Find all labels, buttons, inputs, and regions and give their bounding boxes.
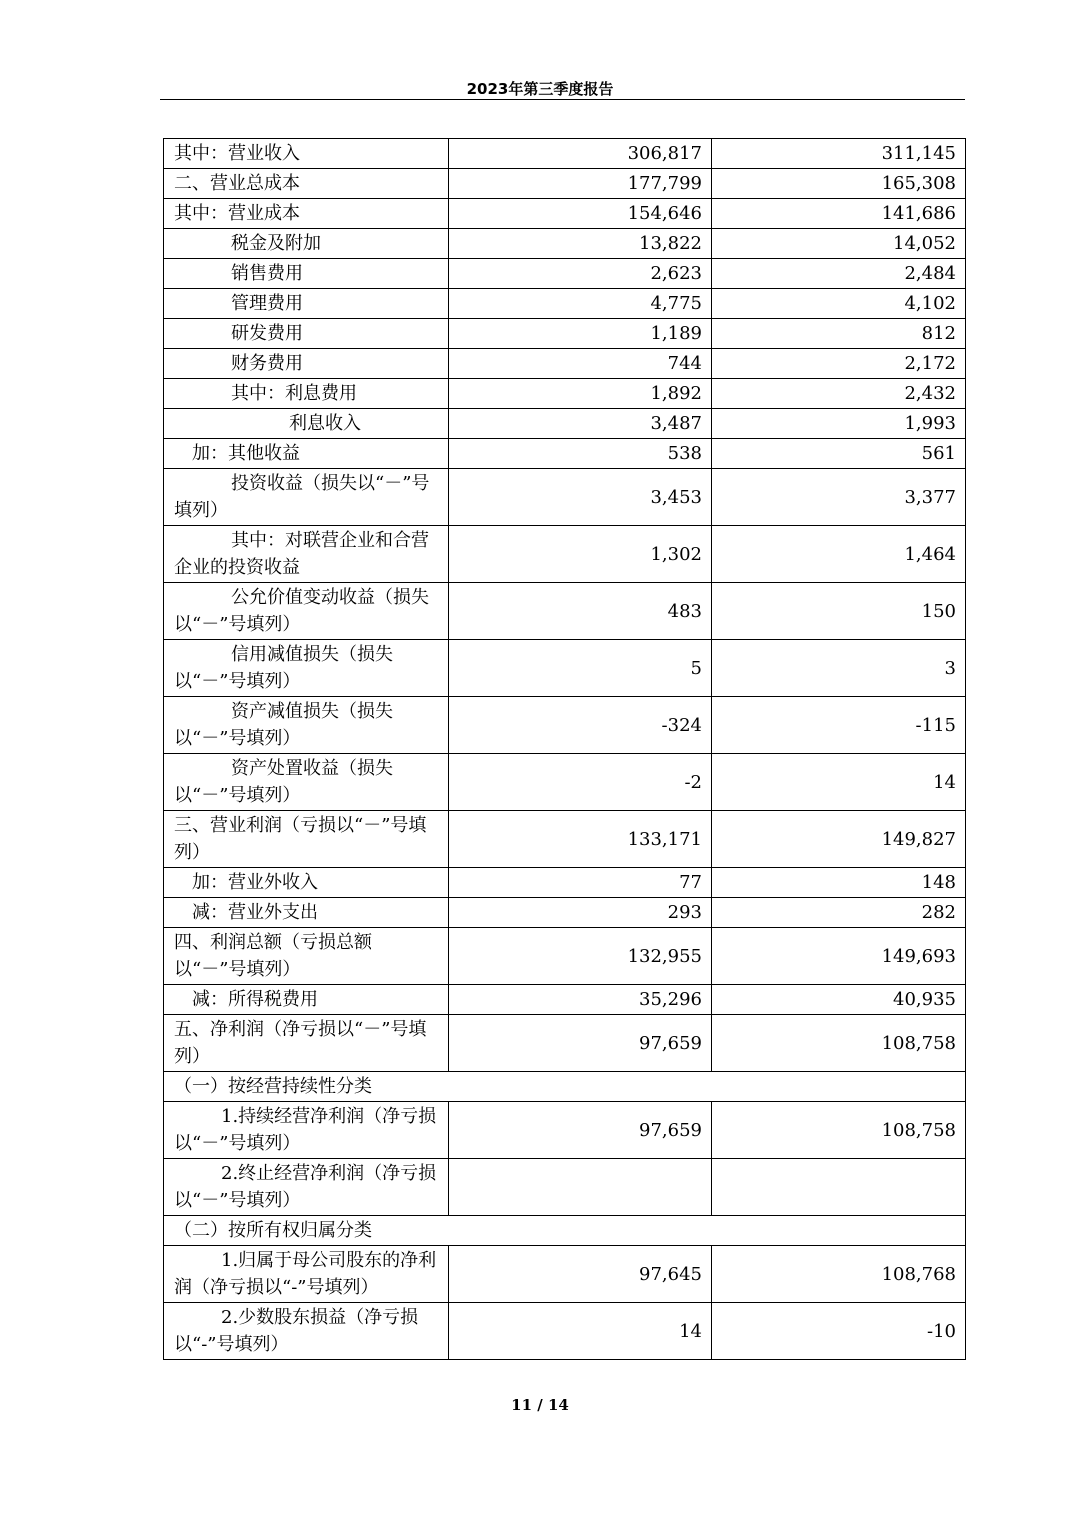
prior-period-value: 148 xyxy=(712,868,966,898)
table-row xyxy=(164,583,966,640)
table-row xyxy=(164,319,966,349)
line-item-label: 加：营业外收入 xyxy=(164,868,449,898)
line-item-label: 资产处置收益（损失以“－”号填列） xyxy=(164,754,449,811)
table-row xyxy=(164,898,966,928)
prior-period-value: 150 xyxy=(712,583,966,640)
table-row xyxy=(164,697,966,754)
line-item-label: 三、营业利润（亏损以“－”号填列） xyxy=(164,811,449,868)
line-item-label: 减：所得税费用 xyxy=(164,985,449,1015)
line-item-label: 信用减值损失（损失以“－”号填列） xyxy=(164,640,449,697)
prior-period-value: 14 xyxy=(712,754,966,811)
line-item-label: 2.少数股东损益（净亏损以“-”号填列） xyxy=(164,1303,449,1360)
prior-period-value: 141,686 xyxy=(712,199,966,229)
table-row xyxy=(164,379,966,409)
prior-period-value: 311,145 xyxy=(712,139,966,169)
section-label: （一）按经营持续性分类 xyxy=(164,1072,966,1102)
line-item-label: 公允价值变动收益（损失以“－”号填列） xyxy=(164,583,449,640)
prior-period-value: 2,432 xyxy=(712,379,966,409)
table-row xyxy=(164,754,966,811)
prior-period-value: 149,693 xyxy=(712,928,966,985)
table-row xyxy=(164,439,966,469)
table-row xyxy=(164,139,966,169)
prior-period-value: 1,993 xyxy=(712,409,966,439)
page-number: 11 / 14 xyxy=(511,1396,569,1414)
table-row xyxy=(164,1303,966,1360)
current-period-value: 2,623 xyxy=(449,259,712,289)
line-item-label: 2.终止经营净利润（净亏损以“－”号填列） xyxy=(164,1159,449,1216)
line-item-label: 1.持续经营净利润（净亏损以“－”号填列） xyxy=(164,1102,449,1159)
prior-period-value: 282 xyxy=(712,898,966,928)
line-item-label: 资产减值损失（损失以“－”号填列） xyxy=(164,697,449,754)
line-item-label: 投资收益（损失以“－”号填列） xyxy=(164,469,449,526)
current-period-value: 97,659 xyxy=(449,1102,712,1159)
section-row xyxy=(164,1072,966,1102)
current-period-value: 154,646 xyxy=(449,199,712,229)
current-period-value: 5 xyxy=(449,640,712,697)
report-header-title: 2023年第三季度报告 xyxy=(466,80,614,98)
line-item-label: 加：其他收益 xyxy=(164,439,449,469)
line-item-label: 1.归属于母公司股东的净利润（净亏损以“-”号填列） xyxy=(164,1246,449,1303)
table-row xyxy=(164,409,966,439)
current-period-value: 97,645 xyxy=(449,1246,712,1303)
table-row xyxy=(164,169,966,199)
current-period-value: 538 xyxy=(449,439,712,469)
current-period-value: 97,659 xyxy=(449,1015,712,1072)
prior-period-value: 561 xyxy=(712,439,966,469)
prior-period-value: 3 xyxy=(712,640,966,697)
line-item-label: 其中：营业收入 xyxy=(164,139,449,169)
prior-period-value: 812 xyxy=(712,319,966,349)
line-item-label: 其中：营业成本 xyxy=(164,199,449,229)
line-item-label: 财务费用 xyxy=(164,349,449,379)
table-row xyxy=(164,1246,966,1303)
income-statement-body xyxy=(164,139,966,1360)
current-period-value: 1,302 xyxy=(449,526,712,583)
table-row xyxy=(164,229,966,259)
line-item-label: 其中：利息费用 xyxy=(164,379,449,409)
prior-period-value: 108,768 xyxy=(712,1246,966,1303)
line-item-label: 管理费用 xyxy=(164,289,449,319)
prior-period-value xyxy=(712,1159,966,1216)
current-period-value: 133,171 xyxy=(449,811,712,868)
current-period-value: 3,487 xyxy=(449,409,712,439)
current-period-value: 293 xyxy=(449,898,712,928)
table-row xyxy=(164,985,966,1015)
current-period-value: 4,775 xyxy=(449,289,712,319)
prior-period-value: 4,102 xyxy=(712,289,966,319)
current-period-value: 3,453 xyxy=(449,469,712,526)
table-row xyxy=(164,289,966,319)
line-item-label: 四、利润总额（亏损总额以“－”号填列） xyxy=(164,928,449,985)
current-period-value: -2 xyxy=(449,754,712,811)
table-row xyxy=(164,469,966,526)
current-period-value: 483 xyxy=(449,583,712,640)
current-period-value: 744 xyxy=(449,349,712,379)
table-row xyxy=(164,1015,966,1072)
prior-period-value: 2,172 xyxy=(712,349,966,379)
current-period-value: 1,189 xyxy=(449,319,712,349)
header-divider xyxy=(160,99,965,100)
current-period-value: 14 xyxy=(449,1303,712,1360)
prior-period-value: 108,758 xyxy=(712,1015,966,1072)
prior-period-value: -115 xyxy=(712,697,966,754)
prior-period-value: 2,484 xyxy=(712,259,966,289)
prior-period-value: 1,464 xyxy=(712,526,966,583)
current-period-value xyxy=(449,1159,712,1216)
line-item-label: 二、营业总成本 xyxy=(164,169,449,199)
prior-period-value: 149,827 xyxy=(712,811,966,868)
prior-period-value: -10 xyxy=(712,1303,966,1360)
line-item-label: 其中：对联营企业和合营企业的投资收益 xyxy=(164,526,449,583)
prior-period-value: 14,052 xyxy=(712,229,966,259)
prior-period-value: 40,935 xyxy=(712,985,966,1015)
table-row xyxy=(164,349,966,379)
line-item-label: 减：营业外支出 xyxy=(164,898,449,928)
table-row xyxy=(164,526,966,583)
table-row xyxy=(164,811,966,868)
line-item-label: 研发费用 xyxy=(164,319,449,349)
table-row xyxy=(164,928,966,985)
table-row xyxy=(164,259,966,289)
table-row xyxy=(164,868,966,898)
table-row xyxy=(164,1159,966,1216)
current-period-value: 1,892 xyxy=(449,379,712,409)
current-period-value: 77 xyxy=(449,868,712,898)
current-period-value: 132,955 xyxy=(449,928,712,985)
current-period-value: 306,817 xyxy=(449,139,712,169)
section-row xyxy=(164,1216,966,1246)
current-period-value: 35,296 xyxy=(449,985,712,1015)
line-item-label: 销售费用 xyxy=(164,259,449,289)
table-row xyxy=(164,1102,966,1159)
current-period-value: 177,799 xyxy=(449,169,712,199)
prior-period-value: 165,308 xyxy=(712,169,966,199)
current-period-value: -324 xyxy=(449,697,712,754)
table-row xyxy=(164,640,966,697)
line-item-label: 税金及附加 xyxy=(164,229,449,259)
income-statement-table xyxy=(163,138,966,1360)
line-item-label: 五、净利润（净亏损以“－”号填列） xyxy=(164,1015,449,1072)
prior-period-value: 108,758 xyxy=(712,1102,966,1159)
line-item-label: 利息收入 xyxy=(164,409,449,439)
section-label: （二）按所有权归属分类 xyxy=(164,1216,966,1246)
current-period-value: 13,822 xyxy=(449,229,712,259)
prior-period-value: 3,377 xyxy=(712,469,966,526)
table-row xyxy=(164,199,966,229)
